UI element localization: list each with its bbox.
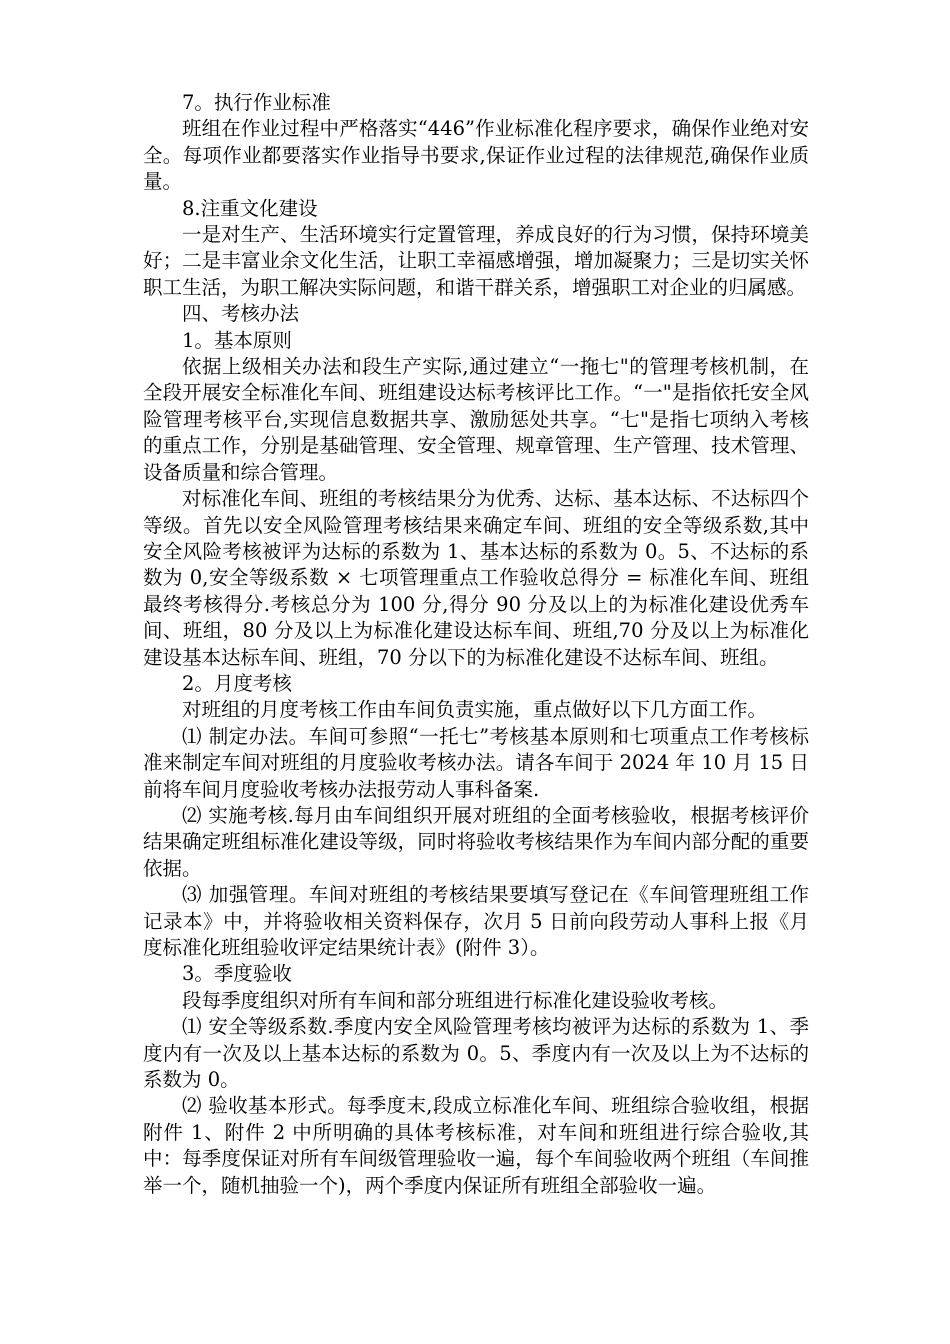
heading-monthly-assessment: 2。月度考核 [182,671,292,695]
paragraph-culture-building: 一是对生产、生活环境实行定置管理，养成良好的行为习惯，保持环境美好；二是丰富业余文化生活，让职工幸福感增强，增加凝聚力；三是切实关怀职工生活，为职工解决实际问题，和谐干群关系，增强职工对企业的归属感。 [143,223,809,299]
item-implement-assessment: ⑵ 实施考核.每月由车间组织开展对班组的全面考核验收，根据考核评价结果确定班组标准化建设等级，同时将验收考核结果作为车间内部分配的重要依据。 [143,803,809,880]
item-formulate-methods: ⑴ 制定办法。车间可参照“一托七”考核基本原则和七项重点工作考核标准来制定车间对班组的月度验收考核办法。请各车间于 2024 年 10 月 15 日前将车间月度验收考核办法报劳动人事科备案. [143,724,809,801]
paragraph-one-drag-seven: 依据上级相关办法和段生产实际,通过建立“一拖七"的管理考核机制，在全段开展安全标准化车间、班组建设达标考核评比工作。“一"是指依托安全风险管理考核平台,实现信息数据共享、激励惩处共享。“七"是指七项纳入考核的重点工作，分别是基础管理、安全管理、规章管理、生产管理、技术管理、设备质量和综合管理。 [143,355,809,484]
item-strengthen-management: ⑶ 加强管理。车间对班组的考核结果要填写登记在《车间管理班组工作记录本》中，并将验收相关资料保存，次月 5 日前向段劳动人事科上报《月度标准化班组验收评定结果统计表》(附件 3）。 [143,883,809,959]
heading-assessment-methods: 四、考核办法 [182,302,300,326]
paragraph-assessment-grades: 对标准化车间、班组的考核结果分为优秀、达标、基本达标、不达标四个等级。首先以安全风险管理考核结果来确定车间、班组的安全等级系数,其中安全风险考核被评为达标的系数为 1、基本达标的系数为 0。5、不达标的系数为 0,安全等级系数 × 七项管理重点工作验收总得分 = 标准化车间、班组最终考核得分.考核总分为 100 分,得分 90 分及以上的为标准化建设优秀车间、班组，80 分及以上为标准化建设达标车间、班组,70 分及以上为标准化建设基本达标车间、班组，70 分以下的为标准化建设不达标车间、班组。 [143,487,809,669]
paragraph-quarterly-intro: 段每季度组织对所有车间和部分班组进行标准化建设验收考核。 [182,988,729,1012]
document-body [143,90,809,1199]
item-safety-coefficient: ⑴ 安全等级系数.季度内安全风险管理考核均被评为达标的系数为 1、季度内有一次及以上基本达标的系数为 0。5、季度内有一次及以上为不达标的系数为 0。 [143,1015,809,1092]
item-acceptance-form: ⑵ 验收基本形式。每季度末,段成立标准化车间、班组综合验收组，根据附件 1、附件 2 中所明确的具体考核标准，对车间和班组进行综合验收,其中：每季度保证对所有车间级管理验收一遍，每个车间验收两个班组（车间推举一个，随机抽验一个)，两个季度内保证所有班组全部验收一遍。 [143,1094,809,1197]
heading-execute-standards: 7。执行作业标准 [182,91,331,114]
paragraph-446-standard: 班组在作业过程中严格落实“446”作业标准化程序要求，确保作业绝对安全。每项作业都要落实作业指导书要求,保证作业过程的法律规范,确保作业质量。 [143,117,809,194]
heading-quarterly-acceptance: 3。季度验收 [182,962,292,986]
paragraph-monthly-intro: 对班组的月度考核工作由车间负责实施，重点做好以下几方面工作。 [182,698,768,722]
heading-culture-building: 8.注重文化建设 [182,196,318,220]
heading-basic-principles: 1。基本原则 [182,328,292,352]
